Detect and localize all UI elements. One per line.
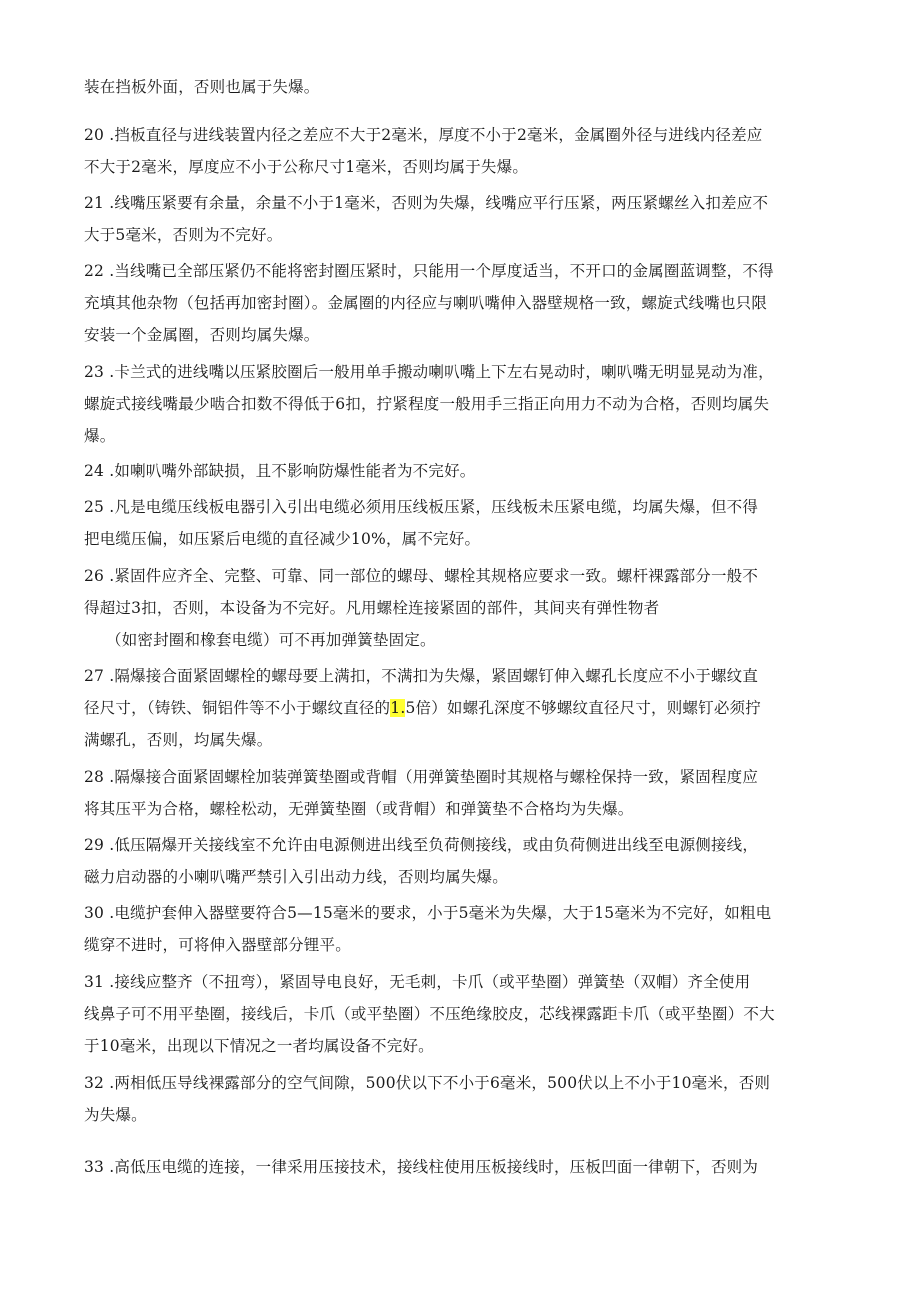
paragraph-20 bbox=[84, 119, 834, 183]
text-line: 24 .如喇叭嘴外部缺损，且不影响防爆性能者为不完好。 bbox=[84, 462, 476, 480]
paragraph-intro bbox=[84, 71, 834, 103]
highlighted-text: 1. bbox=[390, 699, 406, 717]
text-line: 得超过3扣，否则，本设备为不完好。凡用螺栓连接紧固的部件，其间夹有弹性物者 bbox=[84, 599, 660, 617]
text-line: 31 .接线应整齐（不扭弯），紧固导电良好，无毛刺，卡爪（或平垫圈）弹簧垫（双帽）齐全使用 bbox=[84, 973, 751, 991]
text-line: 充填其他杂物（包括再加密封圈）。金属圈的内径应与喇叭嘴伸入器壁规格一致，螺旋式线嘴也只限 bbox=[84, 294, 768, 312]
text-line: 为失爆。 bbox=[84, 1106, 147, 1124]
text-line: （如密封圈和橡套电缆）可不再加弹簧垫固定。 bbox=[106, 631, 436, 649]
text-line: 大于5毫米，否则为不完好。 bbox=[84, 226, 283, 244]
text-line: 26 .紧固件应齐全、完整、可靠、同一部位的螺母、螺栓其规格应要求一致。螺杆裸露部分一般不 bbox=[84, 567, 759, 585]
text-line: 线鼻子可不用平垫圈，接线后，卡爪（或平垫圈）不压绝缘胶皮，芯线裸露距卡爪（或平垫圈）不大 bbox=[84, 1005, 775, 1023]
text-line: 25 .凡是电缆压线板电器引入引出电缆必须用压线板压紧，压线板未压紧电缆，均属失爆，但不得 bbox=[84, 498, 759, 516]
text-line: 缆穿不进时，可将伸入器壁部分锂平。 bbox=[84, 936, 351, 954]
text-line: 螺旋式接线嘴最少啮合扣数不得低于6扣，拧紧程度一般用手三指正向用力不动为合格，否则均属失 bbox=[84, 395, 770, 413]
text-line: 满螺孔，否则，均属失爆。 bbox=[84, 731, 273, 749]
paragraph-21 bbox=[84, 187, 834, 251]
text-line: 装在挡板外面，否则也属于失爆。 bbox=[84, 78, 320, 96]
paragraph-29 bbox=[84, 829, 834, 893]
text-line: 于10毫米，出现以下情况之一者均属设备不完好。 bbox=[84, 1037, 434, 1055]
text-line: 33 .高低压电缆的连接，一律采用压接技术，接线柱使用压板接线时，压板凹面一律朝下，否则为 bbox=[84, 1158, 759, 1176]
text-segment: 5倍）如螺孔深度不够螺纹直径尺寸，则螺钉必须拧 bbox=[405, 699, 761, 717]
text-line: 磁力启动器的小喇叭嘴严禁引入引出动力线，否则均属失爆。 bbox=[84, 868, 508, 886]
text-line: 安装一个金属圈，否则均属失爆。 bbox=[84, 326, 320, 344]
text-line: 30 .电缆护套伸入器壁要符合5—15毫米的要求，小于5毫米为失爆，大于15毫米为不完好，如粗电 bbox=[84, 904, 772, 922]
text-line: 28 .隔爆接合面紧固螺栓加装弹簧垫圈或背帽（用弹簧垫圈时其规格与螺栓保持一致，紧固程度应 bbox=[84, 768, 759, 786]
text-line: 22 .当线嘴已全部压紧仍不能将密封圈压紧时，只能用一个厚度适当，不开口的金属圈蓝调整，不得 bbox=[84, 262, 774, 280]
text-line: 20 .挡板直径与进线装置内径之差应不大于2毫米，厚度不小于2毫米，金属圈外径与进线内径差应 bbox=[84, 126, 763, 144]
paragraph-26 bbox=[84, 560, 834, 656]
text-line: 29 .低压隔爆开关接线室不允许由电源侧进出线至负荷侧接线，或由负荷侧进出线至电源侧接线， bbox=[84, 836, 759, 854]
text-segment: 径尺寸，（铸铁、铜铝件等不小于螺纹直径的 bbox=[84, 699, 391, 717]
text-line: 21 .线嘴压紧要有余量，余量不小于1毫米，否则为失爆，线嘴应平行压紧，两压紧螺丝入扣差应不 bbox=[84, 194, 769, 212]
paragraph-30 bbox=[84, 897, 834, 961]
paragraph-25 bbox=[84, 491, 834, 555]
paragraph-31 bbox=[84, 966, 834, 1062]
paragraph-28 bbox=[84, 761, 834, 825]
text-line: 爆。 bbox=[84, 427, 116, 445]
paragraph-27 bbox=[84, 660, 834, 756]
text-line: 23 .卡兰式的进线嘴以压紧胶圈后一般用单手搬动喇叭嘴上下左右晃动时，喇叭嘴无明显晃动为准， bbox=[84, 363, 774, 381]
text-line: 27 .隔爆接合面紧固螺栓的螺母要上满扣，不满扣为失爆，紧固螺钉伸入螺孔长度应不小于螺纹直 bbox=[84, 667, 759, 685]
paragraph-24 bbox=[84, 455, 834, 487]
text-line-with-highlight bbox=[84, 692, 834, 724]
paragraph-33 bbox=[84, 1151, 834, 1183]
paragraph-22 bbox=[84, 255, 834, 351]
paragraph-32 bbox=[84, 1067, 834, 1131]
text-line: 32 .两相低压导线裸露部分的空气间隙，500伏以下不小于6毫米，500伏以上不小于10毫米，否则 bbox=[84, 1074, 771, 1092]
paragraph-23 bbox=[84, 356, 834, 452]
text-line: 不大于2毫米，厚度应不小于公称尺寸1毫米，否则均属于失爆。 bbox=[84, 158, 529, 176]
text-line: 把电缆压偏，如压紧后电缆的直径减少10%，属不完好。 bbox=[84, 530, 481, 548]
text-line: 将其压平为合格，螺栓松动，无弹簧垫圈（或背帽）和弹簧垫不合格均为失爆。 bbox=[84, 800, 634, 818]
